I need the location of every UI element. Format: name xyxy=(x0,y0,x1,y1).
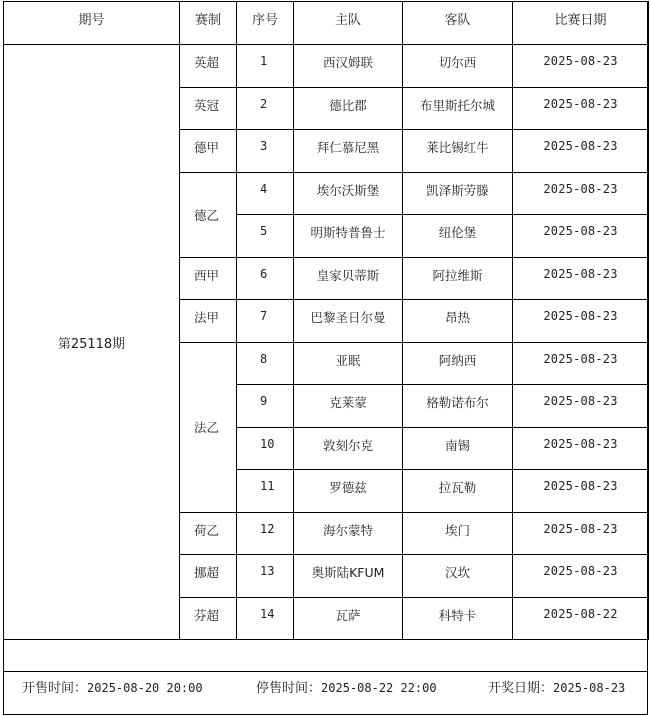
match-date-cell: 2025-08-23 xyxy=(513,470,649,513)
header-home: 主队 xyxy=(294,2,403,45)
seq-cell: 10 xyxy=(237,427,294,470)
away-team-cell: 南锡 xyxy=(403,427,513,470)
match-date-cell: 2025-08-23 xyxy=(513,342,649,385)
home-team-cell: 亚眠 xyxy=(294,342,403,385)
match-date-cell: 2025-08-23 xyxy=(513,300,649,343)
league-cell: 西甲 xyxy=(180,257,237,300)
seq-cell: 4 xyxy=(237,172,294,215)
match-date-cell: 2025-08-23 xyxy=(513,512,649,555)
away-team-cell: 凯泽斯劳滕 xyxy=(403,172,513,215)
away-team-cell: 昂热 xyxy=(403,300,513,343)
away-team-cell: 科特卡 xyxy=(403,597,513,640)
league-cell: 芬超 xyxy=(180,597,237,640)
seq-cell: 11 xyxy=(237,470,294,513)
away-team-cell: 汉坎 xyxy=(403,555,513,598)
sale-start-value: 2025-08-20 20:00 xyxy=(87,681,203,695)
sale-start xyxy=(22,677,203,696)
league-cell: 英冠 xyxy=(180,87,237,130)
match-date-cell: 2025-08-23 xyxy=(513,130,649,173)
league-cell: 法乙 xyxy=(180,342,237,512)
draw-date-label: 开奖日期： xyxy=(488,681,554,696)
sale-stop-value: 2025-08-22 22:00 xyxy=(321,681,437,695)
seq-cell: 3 xyxy=(237,130,294,173)
seq-cell: 7 xyxy=(237,300,294,343)
sale-info-bar xyxy=(0,677,650,697)
away-team-cell: 埃门 xyxy=(403,512,513,555)
league-cell: 挪超 xyxy=(180,555,237,598)
seq-cell: 12 xyxy=(237,512,294,555)
match-date-cell: 2025-08-23 xyxy=(513,257,649,300)
away-team-cell: 阿拉维斯 xyxy=(403,257,513,300)
home-team-cell: 敦刻尔克 xyxy=(294,427,403,470)
home-team-cell: 克莱蒙 xyxy=(294,385,403,428)
sale-stop xyxy=(256,677,437,696)
league-cell: 荷乙 xyxy=(180,512,237,555)
away-team-cell: 阿纳西 xyxy=(403,342,513,385)
match-date-cell: 2025-08-23 xyxy=(513,172,649,215)
seq-cell: 2 xyxy=(237,87,294,130)
draw-date xyxy=(488,677,625,696)
match-date-cell: 2025-08-23 xyxy=(513,555,649,598)
sale-start-label: 开售时间： xyxy=(22,681,88,696)
league-cell: 德甲 xyxy=(180,130,237,173)
header-seq: 序号 xyxy=(237,2,294,45)
empty-footer-band xyxy=(3,642,648,672)
home-team-cell: 德比郡 xyxy=(294,87,403,130)
home-team-cell: 海尔蒙特 xyxy=(294,512,403,555)
header-issue: 期号 xyxy=(4,2,180,45)
header-league: 赛制 xyxy=(180,2,237,45)
home-team-cell: 西汉姆联 xyxy=(294,45,403,88)
schedule-table xyxy=(3,1,649,640)
home-team-cell: 罗德兹 xyxy=(294,470,403,513)
seq-cell: 9 xyxy=(237,385,294,428)
header-away: 客队 xyxy=(403,2,513,45)
home-team-cell: 皇家贝蒂斯 xyxy=(294,257,403,300)
seq-cell: 6 xyxy=(237,257,294,300)
sale-stop-label: 停售时间： xyxy=(256,681,322,696)
seq-cell: 5 xyxy=(237,215,294,258)
home-team-cell: 瓦萨 xyxy=(294,597,403,640)
home-team-cell: 巴黎圣日尔曼 xyxy=(294,300,403,343)
seq-cell: 13 xyxy=(237,555,294,598)
away-team-cell: 莱比锡红牛 xyxy=(403,130,513,173)
draw-date-value: 2025-08-23 xyxy=(553,681,626,695)
match-date-cell: 2025-08-23 xyxy=(513,427,649,470)
seq-cell: 8 xyxy=(237,342,294,385)
match-date-cell: 2025-08-23 xyxy=(513,215,649,258)
header-date: 比赛日期 xyxy=(513,2,649,45)
match-date-cell: 2025-08-22 xyxy=(513,597,649,640)
away-team-cell: 切尔西 xyxy=(403,45,513,88)
league-cell: 法甲 xyxy=(180,300,237,343)
home-team-cell: 明斯特普鲁士 xyxy=(294,215,403,258)
table-header-row xyxy=(4,2,649,45)
away-team-cell: 拉瓦勒 xyxy=(403,470,513,513)
league-cell: 德乙 xyxy=(180,172,237,257)
away-team-cell: 格勒诺布尔 xyxy=(403,385,513,428)
league-cell: 英超 xyxy=(180,45,237,88)
away-team-cell: 布里斯托尔城 xyxy=(403,87,513,130)
away-team-cell: 纽伦堡 xyxy=(403,215,513,258)
home-team-cell: 埃尔沃斯堡 xyxy=(294,172,403,215)
table-row xyxy=(4,45,649,88)
match-date-cell: 2025-08-23 xyxy=(513,385,649,428)
seq-cell: 1 xyxy=(237,45,294,88)
home-team-cell: 拜仁慕尼黑 xyxy=(294,130,403,173)
seq-cell: 14 xyxy=(237,597,294,640)
match-date-cell: 2025-08-23 xyxy=(513,45,649,88)
home-team-cell: 奥斯陆KFUM xyxy=(294,555,403,598)
issue-cell: 第25118期 xyxy=(4,45,180,640)
match-date-cell: 2025-08-23 xyxy=(513,87,649,130)
